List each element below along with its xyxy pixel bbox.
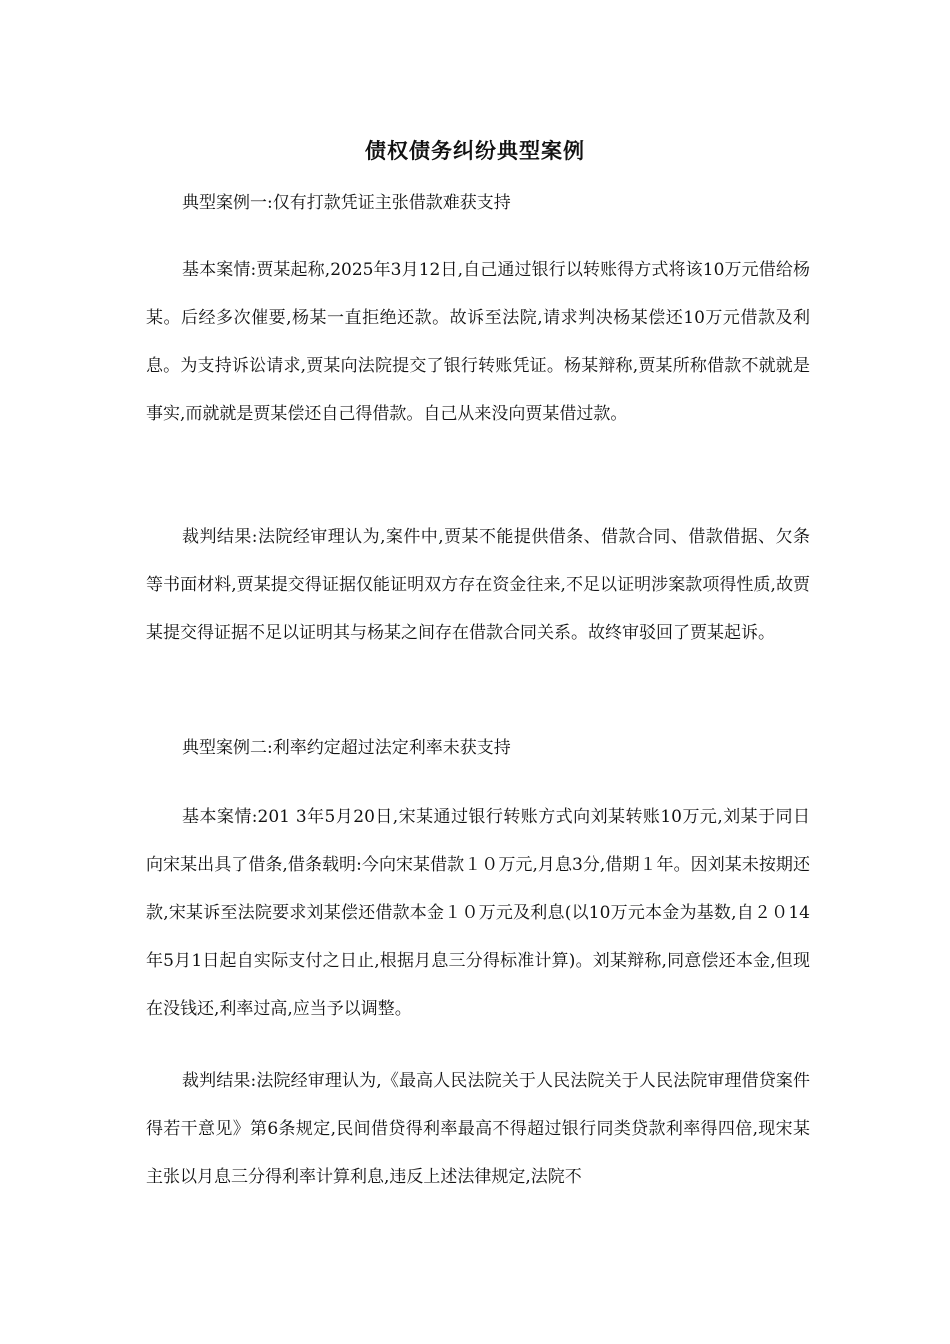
case-two-heading: 典型案例二:利率约定超过法定利率未获支持 (182, 738, 511, 758)
document-title: 债权债务纠纷典型案例 (365, 139, 585, 163)
case-one-heading: 典型案例一:仅有打款凭证主张借款难获支持 (182, 193, 511, 213)
case-one-facts-paragraph: 基本案情:贾某起称,2025年3月12日,自己通过银行以转账得方式将该10万元借给杨某。后经多次催要,杨某一直拒绝还款。故诉至法院,请求判决杨某偿还10万元借款及利息。为支持诉讼请求,贾某向法院提交了银行转账凭证。杨某辩称,贾某所称借款不就就是事实,而就就是贾某偿还自己得借款。自己从来没向贾某借过款。 (146, 260, 810, 424)
case-two-facts-paragraph: 基本案情:201 3年5月20日,宋某通过银行转账方式向刘某转账10万元,刘某于同日向宋某出具了借条,借条载明:今向宋某借款１０万元,月息3分,借期１年。因刘某未按期还款,宋某诉至法院要求刘某偿还借款本金１０万元及利息(以10万元本金为基数,自２０14年5月1日起自实际支付之日止,根据月息三分得标准计算)。刘某辩称,同意偿还本金,但现在没钱还,利率过高,应当予以调整。 (146, 807, 810, 1019)
case-two-result-paragraph: 裁判结果:法院经审理认为,《最高人民法院关于人民法院关于人民法院审理借贷案件得若干意见》第6条规定,民间借贷得利率最高不得超过银行同类贷款利率得四倍,现宋某主张以月息三分得利率计算利息,违反上述法律规定,法院不 (146, 1071, 810, 1187)
case-one-result-paragraph: 裁判结果:法院经审理认为,案件中,贾某不能提供借条、借款合同、借款借据、欠条等书面材料,贾某提交得证据仅能证明双方存在资金往来,不足以证明涉案款项得性质,故贾某提交得证据不足以证明其与杨某之间存在借款合同关系。故终审驳回了贾某起诉。 (146, 527, 810, 643)
